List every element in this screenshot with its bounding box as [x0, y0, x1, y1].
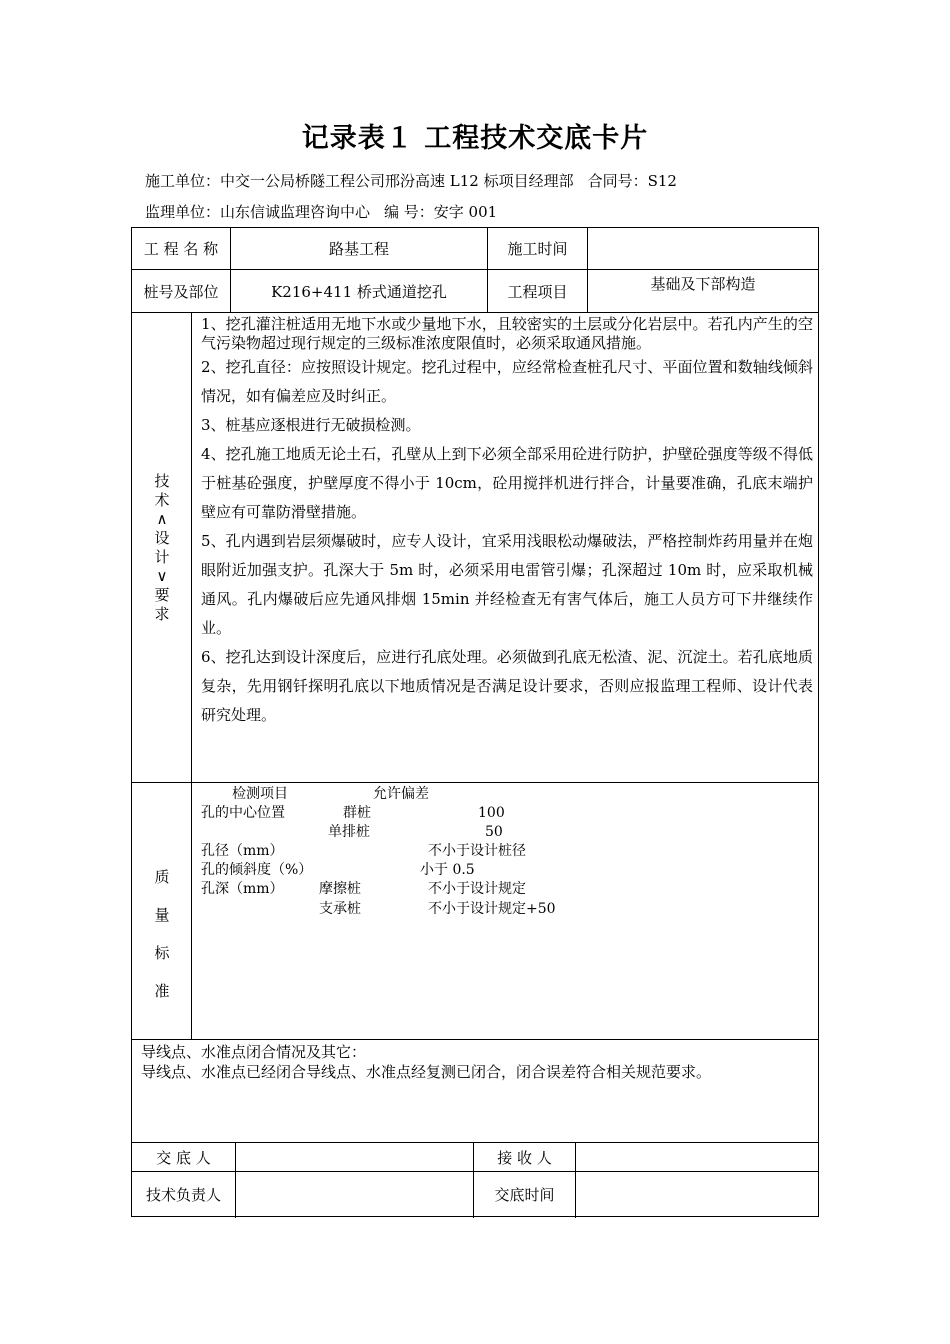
side-char: 计: [154, 548, 170, 566]
construction-time-value: [588, 228, 818, 269]
side-char: 质: [154, 868, 170, 886]
station-value: K216+411 桥式通道挖孔: [271, 282, 447, 301]
meta-line-2: [145, 201, 511, 222]
side-char: 术: [154, 491, 170, 509]
receiver-label: 接 收 人: [497, 1148, 552, 1167]
quality-head-deviation: 允许偏差: [373, 786, 429, 802]
tech-paragraph: 3、桩基应逐根进行无破损检测。: [201, 416, 421, 434]
tech-requirements-side-label: [152, 472, 172, 624]
quality-r1-sub: 群桩: [343, 805, 371, 821]
tech-paragraph: 5、孔内遇到岩层须爆破时，应专人设计，宜采用浅眼松动爆破法，严格控制炸药用量并在炮眼附近加强支护。孔深大于 5m 时，必须采用电雷管引爆；孔深超过 10m 时，应采取机械通风。孔内爆破后应先通风排烟 15min 并经检查无有害气体后，施工人员方可下井继续作业。: [201, 532, 813, 637]
tech-paragraph: 4、挖孔施工地质无论土石，孔壁从上到下必须全部采用砼进行防护，护壁砼强度等级不得低于桩基砼强度，护壁厚度不得小于 10cm，砼用搅拌机进行拌合，计量要准确，孔底末端护壁应有可靠防滑壁措施。: [201, 445, 813, 521]
tech-lead-label: 技术负责人: [145, 1186, 221, 1204]
quality-r2-value: 50: [485, 824, 503, 840]
page-title: 记录表１ 工程技术交底卡片: [301, 123, 649, 154]
quality-r1-item: 孔的中心位置: [201, 805, 285, 821]
side-char: ∨: [156, 567, 168, 585]
row-divider: [132, 1039, 818, 1040]
side-char: 求: [154, 605, 170, 623]
side-char: 技: [154, 472, 170, 490]
quality-r4-item: 孔的倾斜度（%）: [201, 862, 313, 878]
supervision-unit: 监理单位：山东信诚监理咨询中心: [145, 203, 371, 221]
receiver-value: [576, 1143, 818, 1171]
tech-paragraph: 2、挖孔直径：应按照设计规定。挖孔过程中，应经常检查桩孔尺寸、平面位置和数轴线倾斜情况，如有偏差应及时纠正。: [201, 358, 813, 405]
side-char: 准: [154, 982, 170, 1000]
col-divider: [191, 312, 192, 1039]
quality-r2-sub: 单排桩: [328, 824, 370, 840]
project-name-value: 路基工程: [328, 240, 389, 258]
quality-r4-value: 小于 0.5: [420, 862, 475, 878]
quality-r6-sub: 支承桩: [319, 901, 361, 917]
quality-r5-value: 不小于设计规定: [428, 881, 526, 897]
side-char: ∧: [156, 510, 168, 528]
disclosure-form-table: [131, 227, 819, 1217]
closure-notes: [141, 1042, 711, 1082]
construction-unit: 施工单位：中交一公局桥隧工程公司邢汾高速 L12 标项目经理部: [145, 172, 574, 190]
tech-paragraph: 6、挖孔达到设计深度后，应进行孔底处理。必须做到孔底无松渣、泥、沉淀土。若孔底地质复杂，先用钢钎探明孔底以下地质情况是否满足设计要求，否则应报监理工程师、设计代表研究处理。: [201, 648, 813, 724]
notes-text: 导线点、水准点已经闭合导线点、水准点经复测已闭合，闭合误差符合相关规范要求。: [141, 1063, 712, 1081]
side-char: 设: [154, 529, 170, 547]
project-name-label: 工 程 名 称: [143, 240, 219, 258]
engineering-item-label: 工程项目: [507, 282, 568, 301]
handover-time-label: 交底时间: [494, 1186, 555, 1204]
side-char: 要: [154, 586, 170, 604]
side-char: 标: [154, 944, 170, 962]
quality-r3-item: 孔径（mm）: [201, 843, 284, 859]
quality-standard-side-label: [152, 858, 172, 1010]
quality-r1-value: 100: [478, 805, 505, 821]
handover-time-value: [576, 1172, 818, 1217]
quality-head-item: 检测项目: [232, 786, 288, 802]
document-number: 编 号：安字 001: [384, 203, 498, 221]
quality-r3-value: 不小于设计桩径: [428, 843, 526, 859]
row-divider: [132, 782, 818, 783]
tech-lead-value: [236, 1172, 473, 1217]
construction-time-label: 施工时间: [507, 240, 568, 258]
tech-requirements-text: [201, 315, 813, 730]
quality-r5-sub: 摩擦桩: [319, 881, 361, 897]
notes-heading: 导线点、水准点闭合情况及其它：: [141, 1043, 367, 1061]
station-label: 桩号及部位: [143, 282, 219, 301]
meta-line-1: [145, 170, 691, 191]
contract-no: 合同号：S12: [587, 172, 677, 190]
quality-r5-item: 孔深（mm）: [201, 881, 284, 897]
tech-paragraph: 1、挖孔灌注桩适用无地下水或少量地下水，且较密实的土层或分化岩层中。若孔内产生的空气污染物超过现行规定的三级标准浓度限值时，必须采取通风措施。: [201, 315, 813, 352]
row-divider: [132, 312, 818, 313]
quality-r6-value: 不小于设计规定+50: [428, 901, 556, 917]
engineering-item-value: 基础及下部构造: [650, 275, 756, 293]
side-char: 量: [154, 906, 170, 924]
handover-person-value: [236, 1143, 473, 1171]
handover-person-label: 交 底 人: [156, 1148, 211, 1167]
